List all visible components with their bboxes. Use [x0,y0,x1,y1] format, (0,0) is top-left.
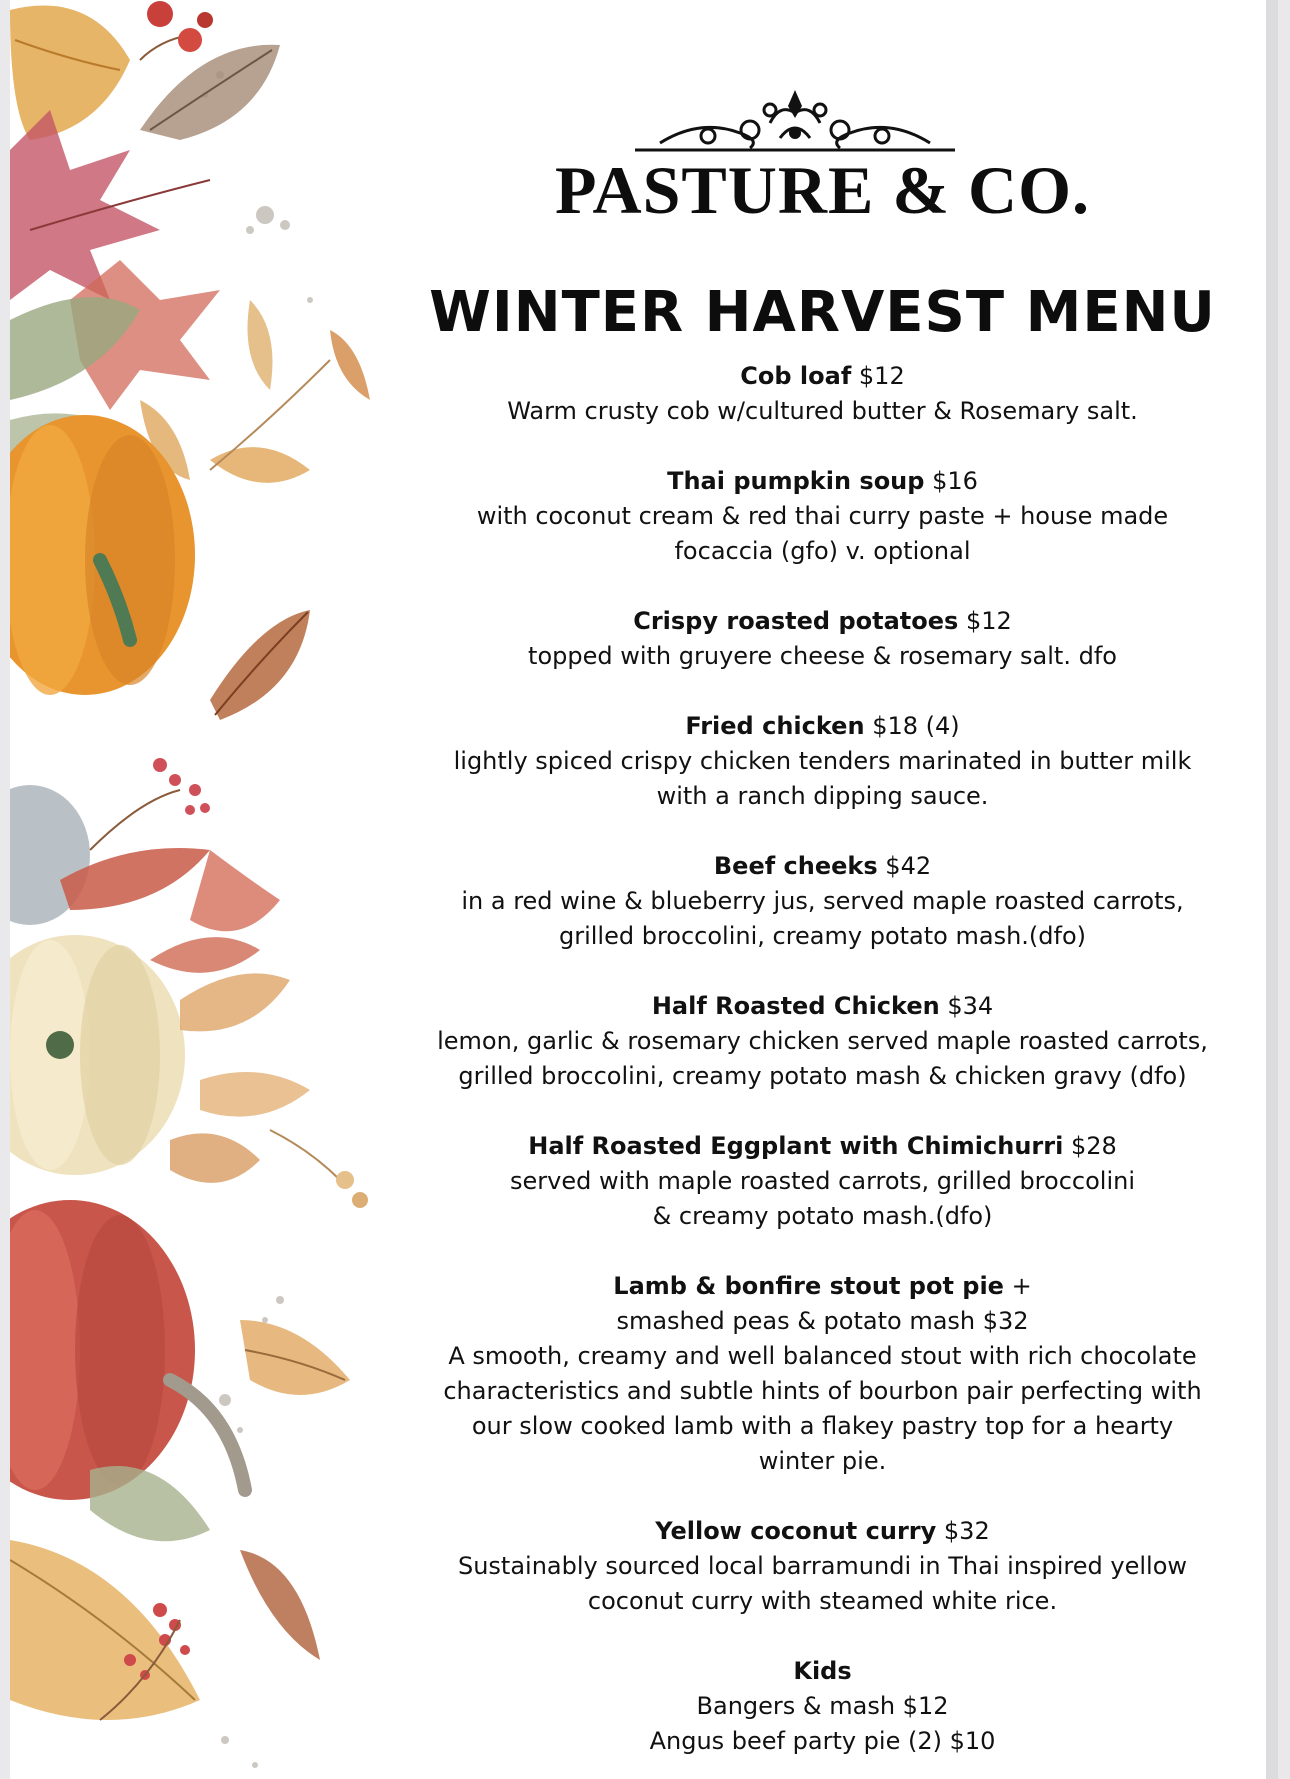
menu-item [405,604,1240,674]
menu-item-description: with coconut cream & red thai curry paste + house made [476,502,1169,530]
menu-item-heading [405,604,1240,639]
menu-item-description: focaccia (gfo) v. optional [674,537,971,565]
menu-item-description: our slow cooked lamb with a flakey pastry top for a hearty [471,1412,1174,1440]
menu-item-name: Kids [793,1657,852,1685]
menu-item [405,849,1240,954]
menu-item-heading [405,464,1240,499]
menu-item-heading [405,989,1240,1024]
menu-item [405,359,1240,429]
menu-item-description: Sustainably sourced local barramundi in Thai inspired yellow [457,1552,1188,1580]
menu-page [10,0,1278,1779]
menu-item-price: $34 [947,992,994,1020]
menu-item-price: $16 [932,467,978,495]
menu-item-name: Fried chicken [685,712,865,740]
menu-item-name: Yellow coconut curry [655,1517,937,1545]
menu-item-description: grilled broccolini, creamy potato mash & chicken gravy (dfo) [458,1062,1187,1090]
menu-item-name: Half Roasted Chicken [651,992,940,1020]
menu-item-description: in a red wine & blueberry jus, served maple roasted carrots, [461,887,1184,915]
menu-item-description: winter pie. [758,1447,887,1475]
menu-item-price: $32 [943,1517,990,1545]
menu-item-description: topped with gruyere cheese & rosemary salt. dfo [528,642,1117,670]
menu-item-name: Crispy roasted potatoes [633,607,959,635]
menu-item-description: coconut curry with steamed white rice. [587,1587,1058,1615]
brand-name: PASTURE & CO. [555,152,1090,228]
menu-item-price: $18 (4) [872,712,960,740]
menu-item-description: served with maple roasted carrots, grilled broccolini [510,1167,1135,1195]
menu-item-heading [405,849,1240,884]
autumn-foliage-illustration [10,0,450,1779]
berries-top [140,1,213,60]
pumpkin-cream [10,935,185,1175]
menu-item-heading [405,1514,1240,1549]
menu-item-name: Thai pumpkin soup [667,467,925,495]
menu-item-heading [405,1654,1240,1689]
menu-item-description: lemon, garlic & rosemary chicken served maple roasted carrots, [437,1027,1208,1055]
menu-item [405,1654,1240,1759]
menu-item-description: with a ranch dipping sauce. [656,782,989,810]
menu-item-name: Beef cheeks [713,852,878,880]
menu-item [405,1129,1240,1234]
menu-item [405,464,1240,569]
page-edge [1266,0,1278,1779]
menu-item-heading [405,709,1240,744]
menu-item-heading [405,1269,1240,1304]
menu-item-description: Angus beef party pie (2) $10 [649,1727,996,1755]
menu-item-description: A smooth, creamy and well balanced stout with rich chocolate [448,1342,1197,1370]
menu-item [405,1514,1240,1619]
menu-item-heading [405,359,1240,394]
menu-item-description: & creamy potato mash.(dfo) [652,1202,993,1230]
menu-title: WINTER HARVEST MENU [429,280,1216,345]
menu-item [405,1269,1240,1479]
menu-item-name: Half Roasted Eggplant with Chimichurri [528,1132,1064,1160]
menu-item-price: $28 [1070,1132,1117,1160]
menu-item-price: $12 [858,362,905,390]
menu-item-price: + [1011,1272,1032,1300]
menu-item-heading [405,1129,1240,1164]
menu-item-description: grilled broccolini, creamy potato mash.(dfo) [558,922,1087,950]
menu-item [405,989,1240,1094]
menu-item-price: $42 [885,852,932,880]
menu-item-description: Warm crusty cob w/cultured butter & Rosemary salt. [507,397,1138,425]
pumpkin-red [10,1200,245,1500]
menu-item-description: characteristics and subtle hints of bourbon pair perfecting with [443,1377,1202,1405]
menu-item-description: Bangers & mash $12 [696,1692,949,1720]
ornament-flourish-icon [630,88,960,158]
menu-item-name: Lamb & bonfire stout pot pie [613,1272,1004,1300]
menu-content [405,0,1240,1779]
menu-item [405,709,1240,814]
menu-item-price: $12 [965,607,1012,635]
menu-item-name: Cob loaf [740,362,852,390]
menu-item-description: lightly spiced crispy chicken tenders marinated in butter milk [453,747,1192,775]
menu-list [405,359,1240,1779]
menu-item-description: smashed peas & potato mash $32 [616,1307,1029,1335]
